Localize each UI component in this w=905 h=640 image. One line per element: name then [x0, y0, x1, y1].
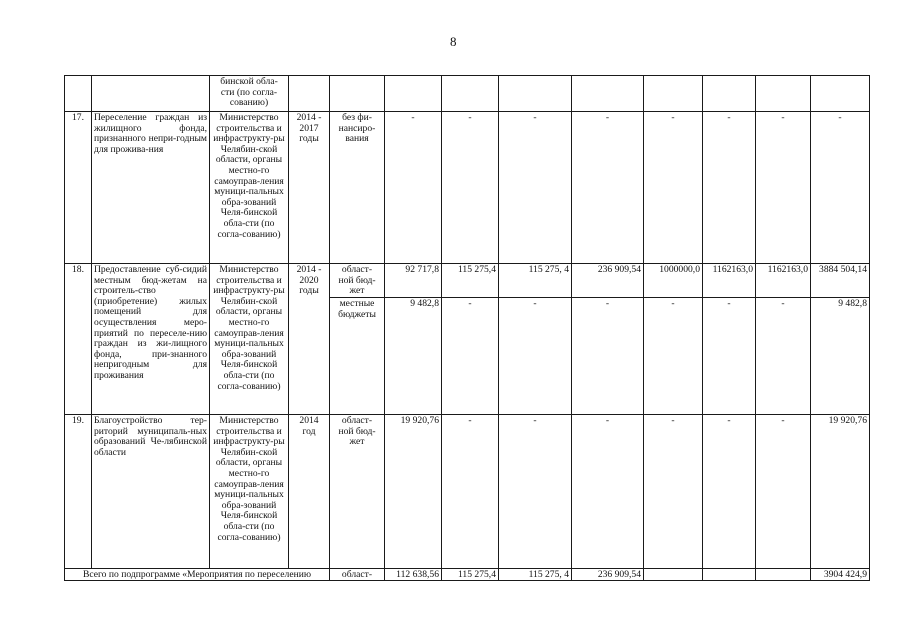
funding-year-value: -: [643, 414, 703, 569]
funding-total-value: -: [810, 111, 870, 264]
total-sum-value: 3904 424,9: [810, 568, 870, 581]
row-executor: Министерство строительства и инфраструкту-ры Челябин-ской области, органы местно-го самоуправ-ления муници-пальных обра-зований Челя-бинской обла-сти (по согла-сованию): [209, 414, 289, 569]
funding-year-value: -: [643, 297, 703, 415]
funding-year-value: -: [755, 414, 811, 569]
funding-year-value: -: [643, 111, 703, 264]
funding-year-value: -: [498, 297, 572, 415]
funding-year-value: 1162163,0: [755, 263, 811, 298]
funding-source: без фи- нансиро- вания: [329, 111, 385, 264]
funding-year-value: -: [702, 111, 756, 264]
carryover-empty-cell: [384, 75, 442, 112]
row-period: 2014 - 2017 годы: [288, 111, 330, 264]
funding-year-value: -: [571, 414, 644, 569]
funding-year-value: -: [441, 111, 499, 264]
total-year-value: [755, 568, 811, 581]
funding-year-value: 92 717,8: [384, 263, 442, 298]
row-activity-name: Благоустройство тер-риторий муниципаль-ных образований Че-лябинской области: [91, 414, 210, 569]
total-year-value: [702, 568, 756, 581]
funding-year-value: -: [441, 297, 499, 415]
funding-year-value: 115 275, 4: [498, 263, 572, 298]
carryover-empty-cell: [702, 75, 756, 112]
funding-year-value: 115 275,4: [441, 263, 499, 298]
funding-total-value: 19 920,76: [810, 414, 870, 569]
total-year-value: 115 275,4: [441, 568, 499, 581]
total-year-value: [643, 568, 703, 581]
funding-year-value: 1162163,0: [702, 263, 756, 298]
carryover-empty-cell: [643, 75, 703, 112]
row-activity-name: Переселение граждан из жилищного фонда, признанного непри-годным для прожива-ния: [91, 111, 210, 264]
funding-source: област- ной бюд- жет: [329, 263, 385, 298]
row-number: 18.: [64, 263, 92, 415]
total-label: Всего по подпрограмме «Мероприятия по переселению: [64, 568, 330, 581]
row-executor: Министерство строительства и инфраструкту-ры Челябин-ской области, органы местно-го самоуправ-ления муници-пальных обра-зований Челя-бинской обла-сти (по согла-сованию): [209, 111, 289, 264]
total-year-value: 112 638,56: [384, 568, 442, 581]
row-activity-name: Предоставление суб-сидий местным бюд-жетам на строитель-ство (приобретение) жилых помещений для осуществления меро-приятий по переселе-нию граждан из жи-лищного фонда, при-знанного непригодным для проживания: [91, 263, 210, 415]
funding-year-value: -: [441, 414, 499, 569]
funding-year-value: -: [571, 111, 644, 264]
row-period: 2014 год: [288, 414, 330, 569]
funding-year-value: 1000000,0: [643, 263, 703, 298]
funding-total-value: 9 482,8: [810, 297, 870, 415]
funding-year-value: 236 909,54: [571, 263, 644, 298]
funding-year-value: -: [498, 414, 572, 569]
funding-year-value: 9 482,8: [384, 297, 442, 415]
carryover-empty-cell: [329, 75, 385, 112]
funding-year-value: -: [755, 111, 811, 264]
funding-year-value: -: [755, 297, 811, 415]
funding-source: местные бюджеты: [329, 297, 385, 415]
page-number: 8: [450, 34, 457, 49]
row-number: 19.: [64, 414, 92, 569]
carryover-empty-cell: [498, 75, 572, 112]
carryover-empty-cell: [64, 75, 92, 112]
carryover-empty-cell: [810, 75, 870, 112]
funding-year-value: -: [702, 297, 756, 415]
funding-year-value: -: [571, 297, 644, 415]
funding-total-value: 3884 504,14: [810, 263, 870, 298]
total-year-value: 236 909,54: [571, 568, 644, 581]
carryover-empty-cell: [571, 75, 644, 112]
funding-source: област- ной бюд- жет: [329, 414, 385, 569]
funding-year-value: -: [702, 414, 756, 569]
row-executor: Министерство строительства и инфраструкту-ры Челябин-ской области, органы местно-го самоуправ-ления муници-пальных обра-зований Челя-бинской обла-сти (по согла-сованию): [209, 263, 289, 415]
row-period: 2014 - 2020 годы: [288, 263, 330, 415]
carryover-executor-cell: бинской обла- сти (по согла- сованию): [209, 75, 289, 112]
row-number: 17.: [64, 111, 92, 264]
total-year-value: 115 275, 4: [498, 568, 572, 581]
carryover-empty-cell: [441, 75, 499, 112]
funding-year-value: 19 920,76: [384, 414, 442, 569]
carryover-empty-cell: [91, 75, 210, 112]
carryover-empty-cell: [288, 75, 330, 112]
total-funding-source: област-: [329, 568, 385, 581]
carryover-empty-cell: [755, 75, 811, 112]
funding-year-value: -: [384, 111, 442, 264]
funding-year-value: -: [498, 111, 572, 264]
